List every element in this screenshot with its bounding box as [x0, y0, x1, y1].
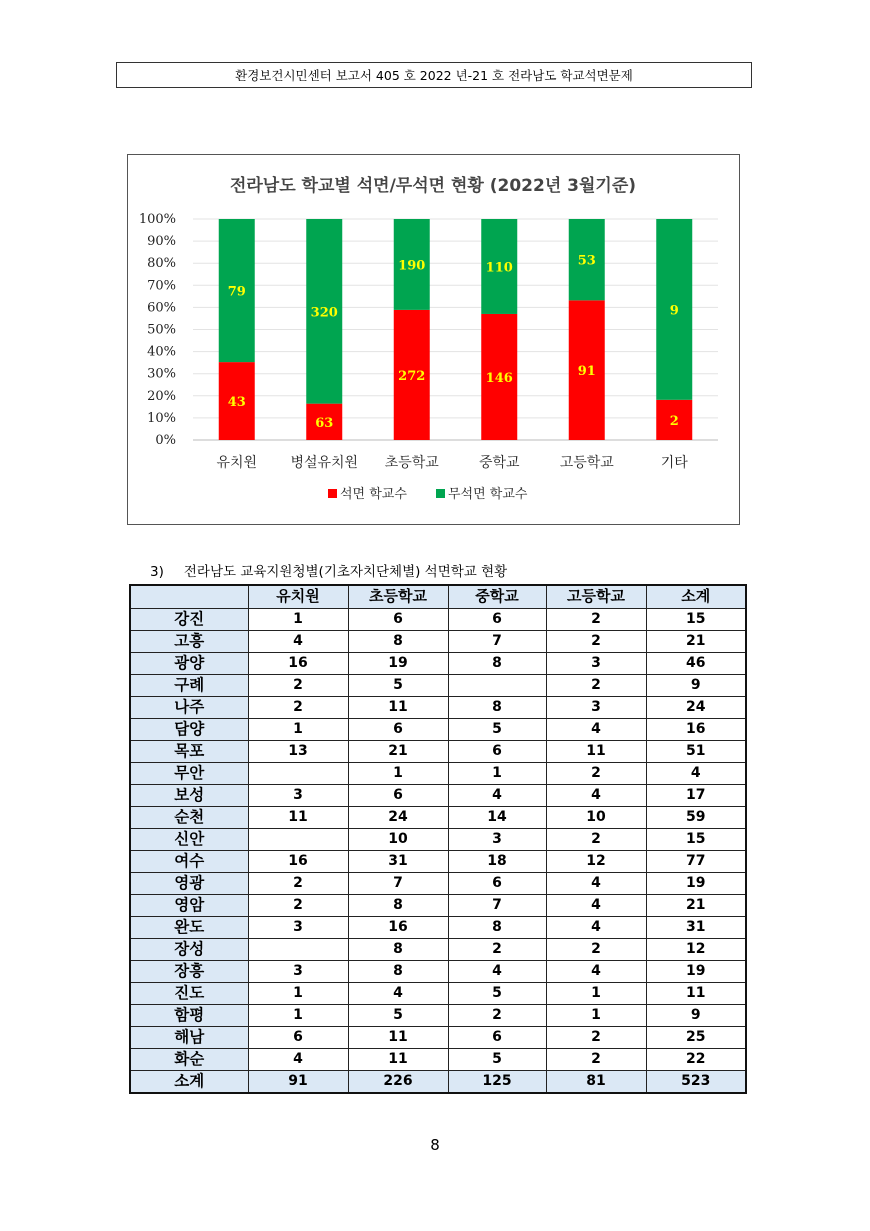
y-tick-label: 30% [147, 366, 176, 382]
bar-label-asbestos: 43 [227, 395, 246, 411]
count-cell: 2 [546, 938, 646, 960]
count-cell: 24 [646, 696, 746, 718]
chart-title: 전라남도 학교별 석면/무석면 현황 (2022년 3월기준) [229, 176, 637, 196]
count-cell: 8 [448, 916, 546, 938]
count-cell: 51 [646, 740, 746, 762]
count-cell: 19 [348, 652, 448, 674]
region-name-cell: 나주 [130, 696, 248, 718]
table-row [130, 608, 746, 630]
count-cell: 1 [248, 1004, 348, 1026]
count-cell: 12 [646, 938, 746, 960]
count-cell: 19 [646, 872, 746, 894]
count-cell: 3 [546, 696, 646, 718]
region-name-cell: 신안 [130, 828, 248, 850]
count-cell: 11 [348, 1026, 448, 1048]
table-row [130, 872, 746, 894]
count-cell: 11 [348, 1048, 448, 1070]
count-cell: 4 [546, 718, 646, 740]
count-cell: 2 [546, 1026, 646, 1048]
count-cell: 1 [248, 982, 348, 1004]
count-cell: 6 [248, 1026, 348, 1048]
region-name-cell: 완도 [130, 916, 248, 938]
count-cell: 2 [448, 938, 546, 960]
count-cell: 31 [348, 850, 448, 872]
table-row [130, 960, 746, 982]
region-name-cell: 구례 [130, 674, 248, 696]
y-tick-label: 40% [147, 344, 176, 360]
y-tick-label: 0% [155, 433, 176, 448]
count-cell: 5 [448, 982, 546, 1004]
table-row [130, 1004, 746, 1026]
bar-label-asbestos: 91 [577, 364, 596, 380]
count-cell: 31 [646, 916, 746, 938]
count-cell: 4 [646, 762, 746, 784]
region-name-cell: 장흥 [130, 960, 248, 982]
total-count-cell: 226 [348, 1070, 448, 1093]
count-cell: 6 [348, 608, 448, 630]
count-cell: 2 [546, 828, 646, 850]
count-cell: 2 [546, 630, 646, 652]
region-name-cell: 무안 [130, 762, 248, 784]
table-column-header: 초등학교 [348, 585, 448, 608]
count-cell: 5 [348, 674, 448, 696]
y-tick-label: 20% [147, 388, 176, 404]
count-cell: 6 [448, 872, 546, 894]
count-cell: 24 [348, 806, 448, 828]
region-name-cell: 영암 [130, 894, 248, 916]
count-cell: 2 [546, 608, 646, 630]
count-cell: 4 [248, 630, 348, 652]
count-cell: 8 [348, 960, 448, 982]
count-cell: 11 [348, 696, 448, 718]
table-row [130, 674, 746, 696]
count-cell: 6 [348, 718, 448, 740]
count-cell: 11 [248, 806, 348, 828]
count-cell: 4 [546, 872, 646, 894]
region-name-cell: 강진 [130, 608, 248, 630]
y-tick-label: 60% [147, 300, 176, 316]
region-name-cell: 화순 [130, 1048, 248, 1070]
table-row [130, 740, 746, 762]
count-cell: 6 [448, 740, 546, 762]
count-cell [248, 938, 348, 960]
table-total-row [130, 1070, 746, 1093]
count-cell: 1 [248, 718, 348, 740]
count-cell: 2 [248, 696, 348, 718]
count-cell: 22 [646, 1048, 746, 1070]
count-cell: 21 [646, 894, 746, 916]
region-name-cell: 여수 [130, 850, 248, 872]
count-cell: 2 [248, 872, 348, 894]
table-row [130, 850, 746, 872]
bar-label-asbestos: 146 [485, 370, 513, 386]
x-tick-label: 초등학교 [384, 455, 439, 471]
region-name-cell: 보성 [130, 784, 248, 806]
total-label-cell: 소계 [130, 1070, 248, 1093]
region-name-cell: 광양 [130, 652, 248, 674]
total-count-cell: 125 [448, 1070, 546, 1093]
count-cell: 46 [646, 652, 746, 674]
count-cell: 16 [348, 916, 448, 938]
bar-label-asbestos: 272 [398, 368, 426, 384]
section-heading [150, 560, 507, 580]
region-name-cell: 진도 [130, 982, 248, 1004]
bar-label-non-asbestos: 110 [485, 260, 513, 276]
total-count-cell: 81 [546, 1070, 646, 1093]
page-number: 8 [430, 1136, 440, 1154]
count-cell: 8 [348, 630, 448, 652]
count-cell: 3 [248, 960, 348, 982]
count-cell: 15 [646, 608, 746, 630]
count-cell: 2 [248, 674, 348, 696]
count-cell: 2 [448, 1004, 546, 1026]
report-header [116, 62, 752, 88]
count-cell: 4 [248, 1048, 348, 1070]
region-name-cell: 목포 [130, 740, 248, 762]
table-header-row [130, 585, 746, 608]
bar-label-non-asbestos: 190 [398, 258, 426, 274]
bar-label-non-asbestos: 79 [227, 284, 246, 300]
count-cell: 21 [646, 630, 746, 652]
count-cell: 2 [546, 1048, 646, 1070]
count-cell: 16 [248, 652, 348, 674]
count-cell: 6 [348, 784, 448, 806]
region-name-cell: 장성 [130, 938, 248, 960]
count-cell: 17 [646, 784, 746, 806]
count-cell: 16 [248, 850, 348, 872]
y-tick-label: 10% [147, 410, 176, 426]
table-row [130, 652, 746, 674]
count-cell: 3 [546, 652, 646, 674]
count-cell: 5 [348, 1004, 448, 1026]
x-tick-label: 병설유치원 [290, 455, 359, 471]
table-row [130, 916, 746, 938]
count-cell: 2 [546, 762, 646, 784]
count-cell: 1 [348, 762, 448, 784]
count-cell: 4 [348, 982, 448, 1004]
count-cell: 8 [448, 696, 546, 718]
section-number: 3) [150, 564, 164, 580]
legend-swatch-asbestos [328, 489, 337, 498]
region-name-cell: 해남 [130, 1026, 248, 1048]
count-cell: 8 [448, 652, 546, 674]
bar-label-non-asbestos: 9 [669, 303, 679, 319]
table-row [130, 1026, 746, 1048]
count-cell: 3 [248, 916, 348, 938]
count-cell: 15 [646, 828, 746, 850]
count-cell: 1 [248, 608, 348, 630]
region-table [129, 584, 747, 1094]
table-row [130, 982, 746, 1004]
count-cell: 5 [448, 1048, 546, 1070]
count-cell: 25 [646, 1026, 746, 1048]
count-cell: 13 [248, 740, 348, 762]
count-cell: 6 [448, 608, 546, 630]
table-row [130, 806, 746, 828]
bar-chart [127, 154, 740, 525]
count-cell: 9 [646, 674, 746, 696]
y-tick-label: 100% [138, 212, 176, 227]
region-name-cell: 고흥 [130, 630, 248, 652]
count-cell: 4 [546, 960, 646, 982]
count-cell: 7 [348, 872, 448, 894]
y-tick-label: 50% [147, 322, 176, 338]
x-tick-label: 기타 [660, 455, 688, 471]
count-cell: 19 [646, 960, 746, 982]
table-row [130, 894, 746, 916]
table-row [130, 828, 746, 850]
table-row [130, 762, 746, 784]
count-cell: 4 [448, 960, 546, 982]
count-cell: 59 [646, 806, 746, 828]
legend-label-non-asbestos: 무석면 학교수 [448, 487, 528, 502]
bar-label-non-asbestos: 53 [577, 253, 596, 269]
legend-swatch-non-asbestos [436, 489, 445, 498]
total-count-cell: 91 [248, 1070, 348, 1093]
bar-label-asbestos: 2 [669, 413, 679, 429]
table-column-header: 중학교 [448, 585, 546, 608]
y-tick-label: 90% [147, 234, 176, 250]
count-cell: 16 [646, 718, 746, 740]
table-corner-cell [130, 585, 248, 608]
section-title-text: 전라남도 교육지원청별(기초자치단체별) 석면학교 현황 [183, 564, 508, 580]
table-row [130, 718, 746, 740]
region-name-cell: 함평 [130, 1004, 248, 1026]
table-row [130, 784, 746, 806]
count-cell: 4 [448, 784, 546, 806]
table-column-header: 유치원 [248, 585, 348, 608]
count-cell: 9 [646, 1004, 746, 1026]
region-name-cell: 담양 [130, 718, 248, 740]
count-cell: 1 [546, 1004, 646, 1026]
count-cell: 5 [448, 718, 546, 740]
y-tick-label: 70% [147, 278, 176, 294]
count-cell: 14 [448, 806, 546, 828]
count-cell: 8 [348, 894, 448, 916]
count-cell: 1 [448, 762, 546, 784]
count-cell: 18 [448, 850, 546, 872]
count-cell [448, 674, 546, 696]
table-column-header: 고등학교 [546, 585, 646, 608]
legend-label-asbestos: 석면 학교수 [340, 487, 407, 502]
count-cell: 3 [248, 784, 348, 806]
count-cell: 8 [348, 938, 448, 960]
table-column-header: 소계 [646, 585, 746, 608]
report-header-text: 환경보건시민센터 보고서 405 호 2022 년-21 호 전라남도 학교석면문제 [235, 68, 633, 83]
region-name-cell: 영광 [130, 872, 248, 894]
count-cell: 4 [546, 784, 646, 806]
count-cell: 4 [546, 916, 646, 938]
bar-label-non-asbestos: 320 [310, 305, 338, 321]
count-cell: 2 [248, 894, 348, 916]
count-cell: 7 [448, 630, 546, 652]
count-cell: 12 [546, 850, 646, 872]
count-cell: 77 [646, 850, 746, 872]
bar-label-asbestos: 63 [315, 415, 334, 431]
region-name-cell: 순천 [130, 806, 248, 828]
x-tick-label: 중학교 [478, 455, 520, 471]
x-tick-label: 고등학교 [559, 455, 614, 471]
table-row [130, 630, 746, 652]
count-cell: 11 [646, 982, 746, 1004]
count-cell: 2 [546, 674, 646, 696]
count-cell: 1 [546, 982, 646, 1004]
count-cell: 3 [448, 828, 546, 850]
y-tick-label: 80% [147, 256, 176, 272]
count-cell [248, 828, 348, 850]
count-cell: 10 [546, 806, 646, 828]
table-row [130, 1048, 746, 1070]
count-cell [248, 762, 348, 784]
count-cell: 10 [348, 828, 448, 850]
table-row [130, 938, 746, 960]
x-tick-label: 유치원 [216, 455, 258, 471]
count-cell: 4 [546, 894, 646, 916]
count-cell: 11 [546, 740, 646, 762]
count-cell: 6 [448, 1026, 546, 1048]
table-row [130, 696, 746, 718]
total-count-cell: 523 [646, 1070, 746, 1093]
count-cell: 7 [448, 894, 546, 916]
chart-svg [128, 155, 739, 524]
count-cell: 21 [348, 740, 448, 762]
